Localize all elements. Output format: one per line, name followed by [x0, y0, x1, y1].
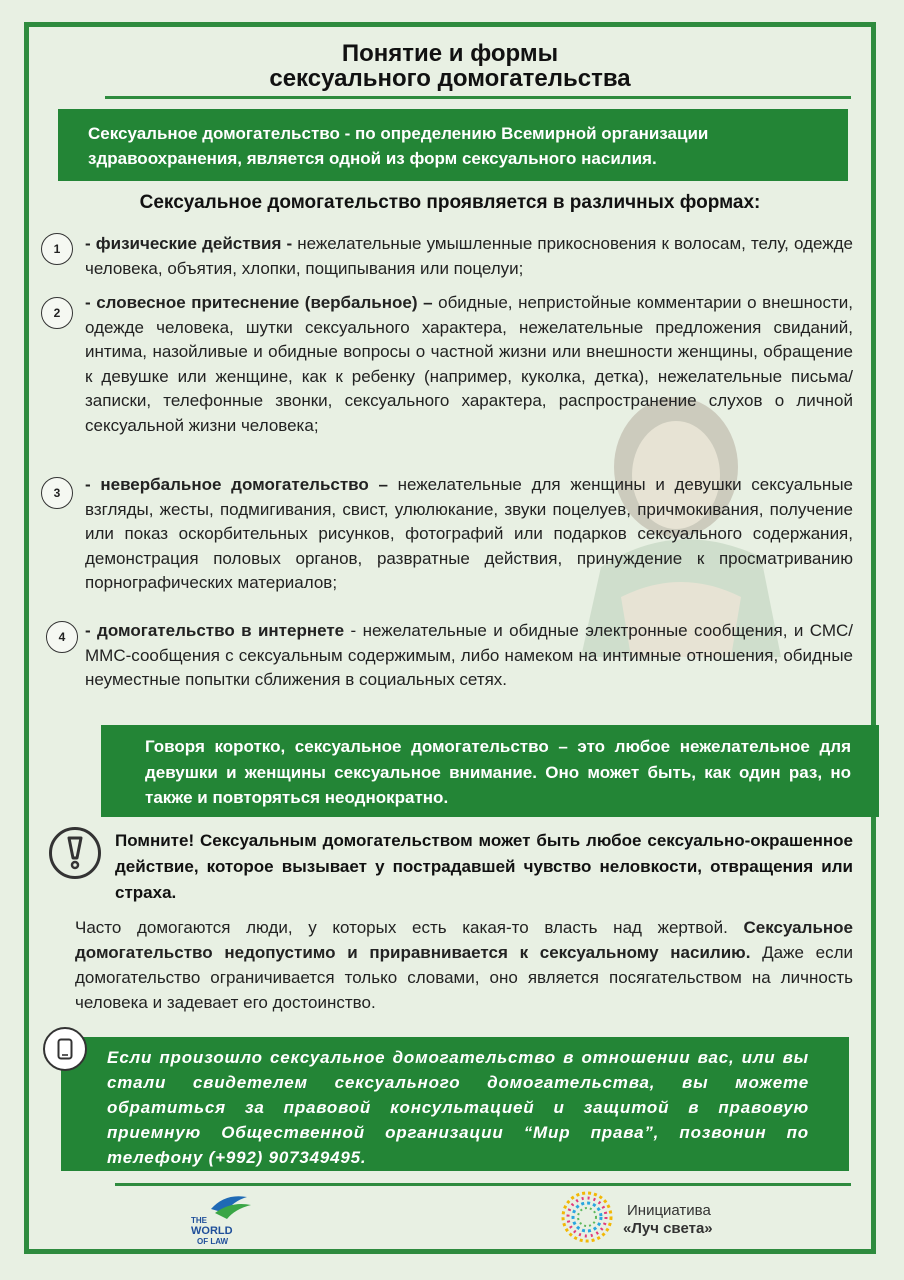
form-item-verbal	[85, 291, 853, 438]
form-description: - нежелательные и обидные электронные сообщения, и СМС/ММС-сообщения с сексуальным содержимым, либо намеком на интимные отношения, обидные неуместные попытки сближения в социальных сетях.	[85, 621, 853, 689]
contact-banner: Если произошло сексуальное домогательство в отношении вас, или вы стали свидетелем сексуального домогательства, вы можете обратиться за правовой консультацией и защитой в правовую приемную Общественной организации “Мир права”, позвонин по телефону (+992) 907349495.	[61, 1037, 849, 1171]
item-number-label: 3	[53, 486, 61, 500]
paragraph-emphasis: Сексуальное домогательство недопустимо и приравнивается к сексуальному насилию.	[75, 918, 853, 962]
sunburst-icon	[563, 1193, 611, 1241]
footer-divider	[115, 1183, 851, 1186]
phone-icon	[43, 1027, 87, 1071]
item-number-label: 2	[53, 306, 61, 320]
logo-left-line3: OF LAW	[197, 1237, 229, 1246]
page-title	[29, 41, 871, 91]
form-term: - невербальное домогательство –	[85, 475, 388, 494]
form-term: - физические действия -	[85, 234, 293, 253]
form-description: нежелательные умышленные прикосновения к волосам, телу, одежде человека, объятия, хлопки, пощипывания или поцелуи;	[85, 234, 854, 278]
item-number-label: 1	[53, 242, 61, 256]
title-line-2: сексуального домогательства	[269, 65, 631, 92]
luch-sveta-logo	[557, 1187, 787, 1247]
title-line-1: Понятие и формы	[341, 40, 559, 67]
form-description: нежелательные для женщины и девушки сексуальные взгляды, жесты, подмигивания, свист, улюлюкание, звуки поцелуев, причмокивания, получение или показ оскорбительных рисунков, фотографий или подарков сексуального содержания, демонстрация половых органов, развратные действия, принуждение к просматриванию порнографических материалов;	[85, 475, 853, 592]
logo-left-line1: THE	[191, 1216, 207, 1225]
intro-banner: Сексуальное домогательство - по определению Всемирной организации здравоохранения, является одной из форм сексуального насилия.	[58, 109, 848, 181]
paragraph-text-end: Даже если домогательство ограничивается только словами, оно является посягательством на личность человека и задевает его достоинство.	[75, 943, 853, 1012]
form-term: - словесное притеснение (вербальное) –	[85, 293, 433, 312]
form-item-internet	[85, 619, 853, 693]
forms-heading: Сексуальное домогательство проявляется в различных формах:	[139, 192, 761, 213]
logo-left-line2: WORLD	[191, 1225, 233, 1237]
logo-right-line1: Инициатива	[627, 1202, 711, 1219]
paragraph-text: Часто домогаются люди, у которых есть какая-то власть над жертвой.	[75, 918, 744, 937]
title-divider	[105, 96, 851, 99]
form-item-physical	[85, 232, 853, 281]
page-frame	[24, 22, 876, 1254]
form-item-nonverbal	[85, 473, 853, 596]
summary-banner: Говоря коротко, сексуальное домогательство – это любое нежелательное для девушки и женщины сексуальное внимание. Оно может быть, как один раз, но также и повторяться неоднократно.	[101, 725, 879, 817]
item-number-4	[46, 621, 78, 653]
item-number-label: 4	[58, 630, 66, 644]
world-of-law-logo	[185, 1191, 265, 1255]
form-term: - домогательство в интернете	[85, 621, 345, 640]
info-paragraph	[75, 915, 853, 1015]
item-number-1	[41, 233, 73, 265]
logo-right-line2: «Луч света»	[623, 1220, 713, 1237]
warning-icon	[49, 827, 101, 879]
item-number-3	[41, 477, 73, 509]
warning-text: Помните! Сексуальным домогательством может быть любое сексуально-окрашенное действие, которое вызывает у пострадавшей чувство неловкости, отвращения или страха.	[115, 831, 853, 902]
item-number-2	[41, 297, 73, 329]
form-description: обидные, непристойные комментарии о внешности, одежде человека, шутки сексуального характера, нежелательные предложения свиданий, интима, назойливые и обидные вопросы о частной жизни или внешности женщины, обращение к девушке или женщине, как к ребенку (например, куколка, детка), нежелательные письма/записки, телефонные звонки, сексуального характера, распространение слухов о личной сексуальной жизни человека;	[85, 293, 854, 435]
